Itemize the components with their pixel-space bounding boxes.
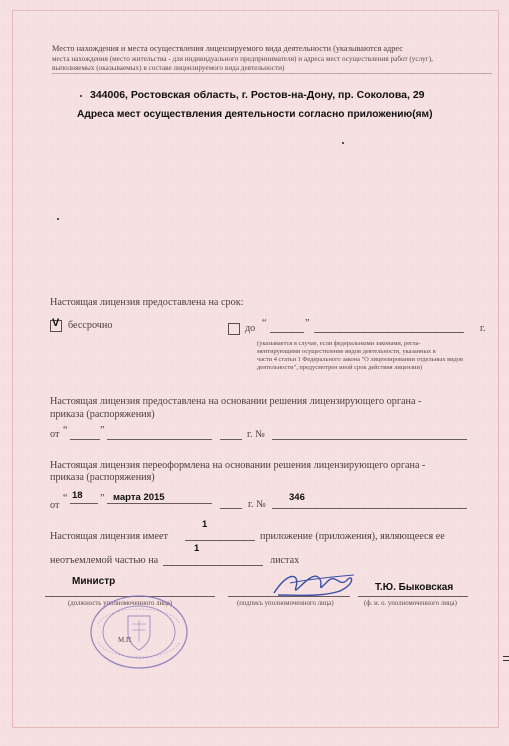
seal-label: М.П. <box>118 636 133 644</box>
header-line-1: Место нахождения и места осуществления лицензируемого вида деятельности (указываются адрес <box>52 44 403 53</box>
grant-month-field[interactable] <box>107 439 212 440</box>
reissue-number: 346 <box>289 492 305 503</box>
reissue-line-1: Настоящая лицензия переоформлена на основании решения лицензирующего органа - <box>50 460 426 471</box>
appendix-count-field[interactable] <box>185 540 255 541</box>
signatory-position: Министр <box>72 576 116 587</box>
official-seal <box>88 594 190 672</box>
grant-number-label: г. № <box>247 429 265 440</box>
appendix-line-2-start: неотъемлемой частью на <box>50 555 159 566</box>
header-underline <box>52 73 492 74</box>
signature-mark <box>270 565 360 601</box>
term-note-3: части 4 статьи 1 Федерального закона "О лицензировании отдельных видов <box>257 356 464 363</box>
signature-caption: (подпись уполномоченного лица) <box>237 600 334 607</box>
reissue-month-year: марта 2015 <box>113 492 165 503</box>
appendix-line-1-start: Настоящая лицензия имеет <box>50 531 168 542</box>
indefinite-label: бессрочно <box>68 320 113 331</box>
grant-line-1: Настоящая лицензия предоставлена на основании решения лицензирующего органа - <box>50 396 422 407</box>
reissue-quote-open: “ <box>63 493 68 504</box>
until-quote-open: “ <box>262 318 267 329</box>
position-caption: (должность уполномоченного лица) <box>68 600 173 607</box>
until-checkbox[interactable] <box>228 323 240 335</box>
until-year-suffix: г. <box>480 323 486 334</box>
grant-quote-close: ” <box>100 425 105 436</box>
reissue-number-label: г. № <box>248 499 266 510</box>
reissue-month-field[interactable] <box>107 503 212 504</box>
reissue-line-2: приказа (распоряжения) <box>50 472 155 483</box>
grant-quote-open: “ <box>63 425 68 436</box>
sheets-count: 1 <box>194 543 200 554</box>
ink-dot <box>342 142 344 144</box>
grant-from-label: от <box>50 429 60 440</box>
addresses-note: Адреса мест осуществления деятельности согласно приложению(ям) <box>77 109 433 120</box>
reissue-day: 18 <box>72 490 83 501</box>
appendix-line-1-end: приложение (приложения), являющееся ее <box>260 531 445 542</box>
until-day-field[interactable] <box>270 332 304 333</box>
ink-dot <box>57 218 59 220</box>
reissue-from-label: от <box>50 500 60 511</box>
appendix-line-2-end: листах <box>270 555 300 566</box>
ink-dot <box>80 95 82 97</box>
reissue-number-field[interactable] <box>272 508 467 509</box>
reissue-quote-close: ” <box>100 493 105 504</box>
term-note-1: (указывается в случае, если федеральными законами, регла- <box>257 340 421 347</box>
address-text: 344006, Ростовская область, г. Ростов-на-Дону, пр. Соколова, 29 <box>90 89 425 101</box>
until-month-field[interactable] <box>314 332 464 333</box>
edge-mark <box>503 660 509 661</box>
edge-mark <box>503 656 509 657</box>
name-line <box>358 596 468 597</box>
grant-year-field[interactable] <box>220 439 242 440</box>
header-line-2: места нахождения (место жительства - для индивидуального предпринимателя) и адреса мест осуществления работ (услуг), <box>52 55 433 63</box>
sheets-count-field[interactable] <box>163 565 263 566</box>
until-quote-close: ” <box>305 318 310 329</box>
header-line-3: выполняемых (оказываемых) в составе лицензируемого вида деятельности) <box>52 64 285 72</box>
check-mark: V <box>52 317 60 329</box>
grant-number-field[interactable] <box>272 439 467 440</box>
signatory-name: Т.Ю. Быковская <box>375 582 454 593</box>
reissue-year-field[interactable] <box>220 508 242 509</box>
name-caption: (ф. и. о. уполномоченного лица) <box>364 600 457 607</box>
term-note-4: деятельности", предусмотрен иной срок действия лицензии) <box>257 364 422 371</box>
grant-day-field[interactable] <box>70 439 100 440</box>
grant-line-2: приказа (распоряжения) <box>50 409 155 420</box>
term-note-2: ментирующими осуществление видов деятельности, указанных в <box>257 348 436 355</box>
appendix-count: 1 <box>202 519 208 530</box>
term-label: Настоящая лицензия предоставлена на срок: <box>50 297 244 308</box>
reissue-day-field[interactable] <box>70 503 98 504</box>
until-label: до <box>245 323 256 334</box>
